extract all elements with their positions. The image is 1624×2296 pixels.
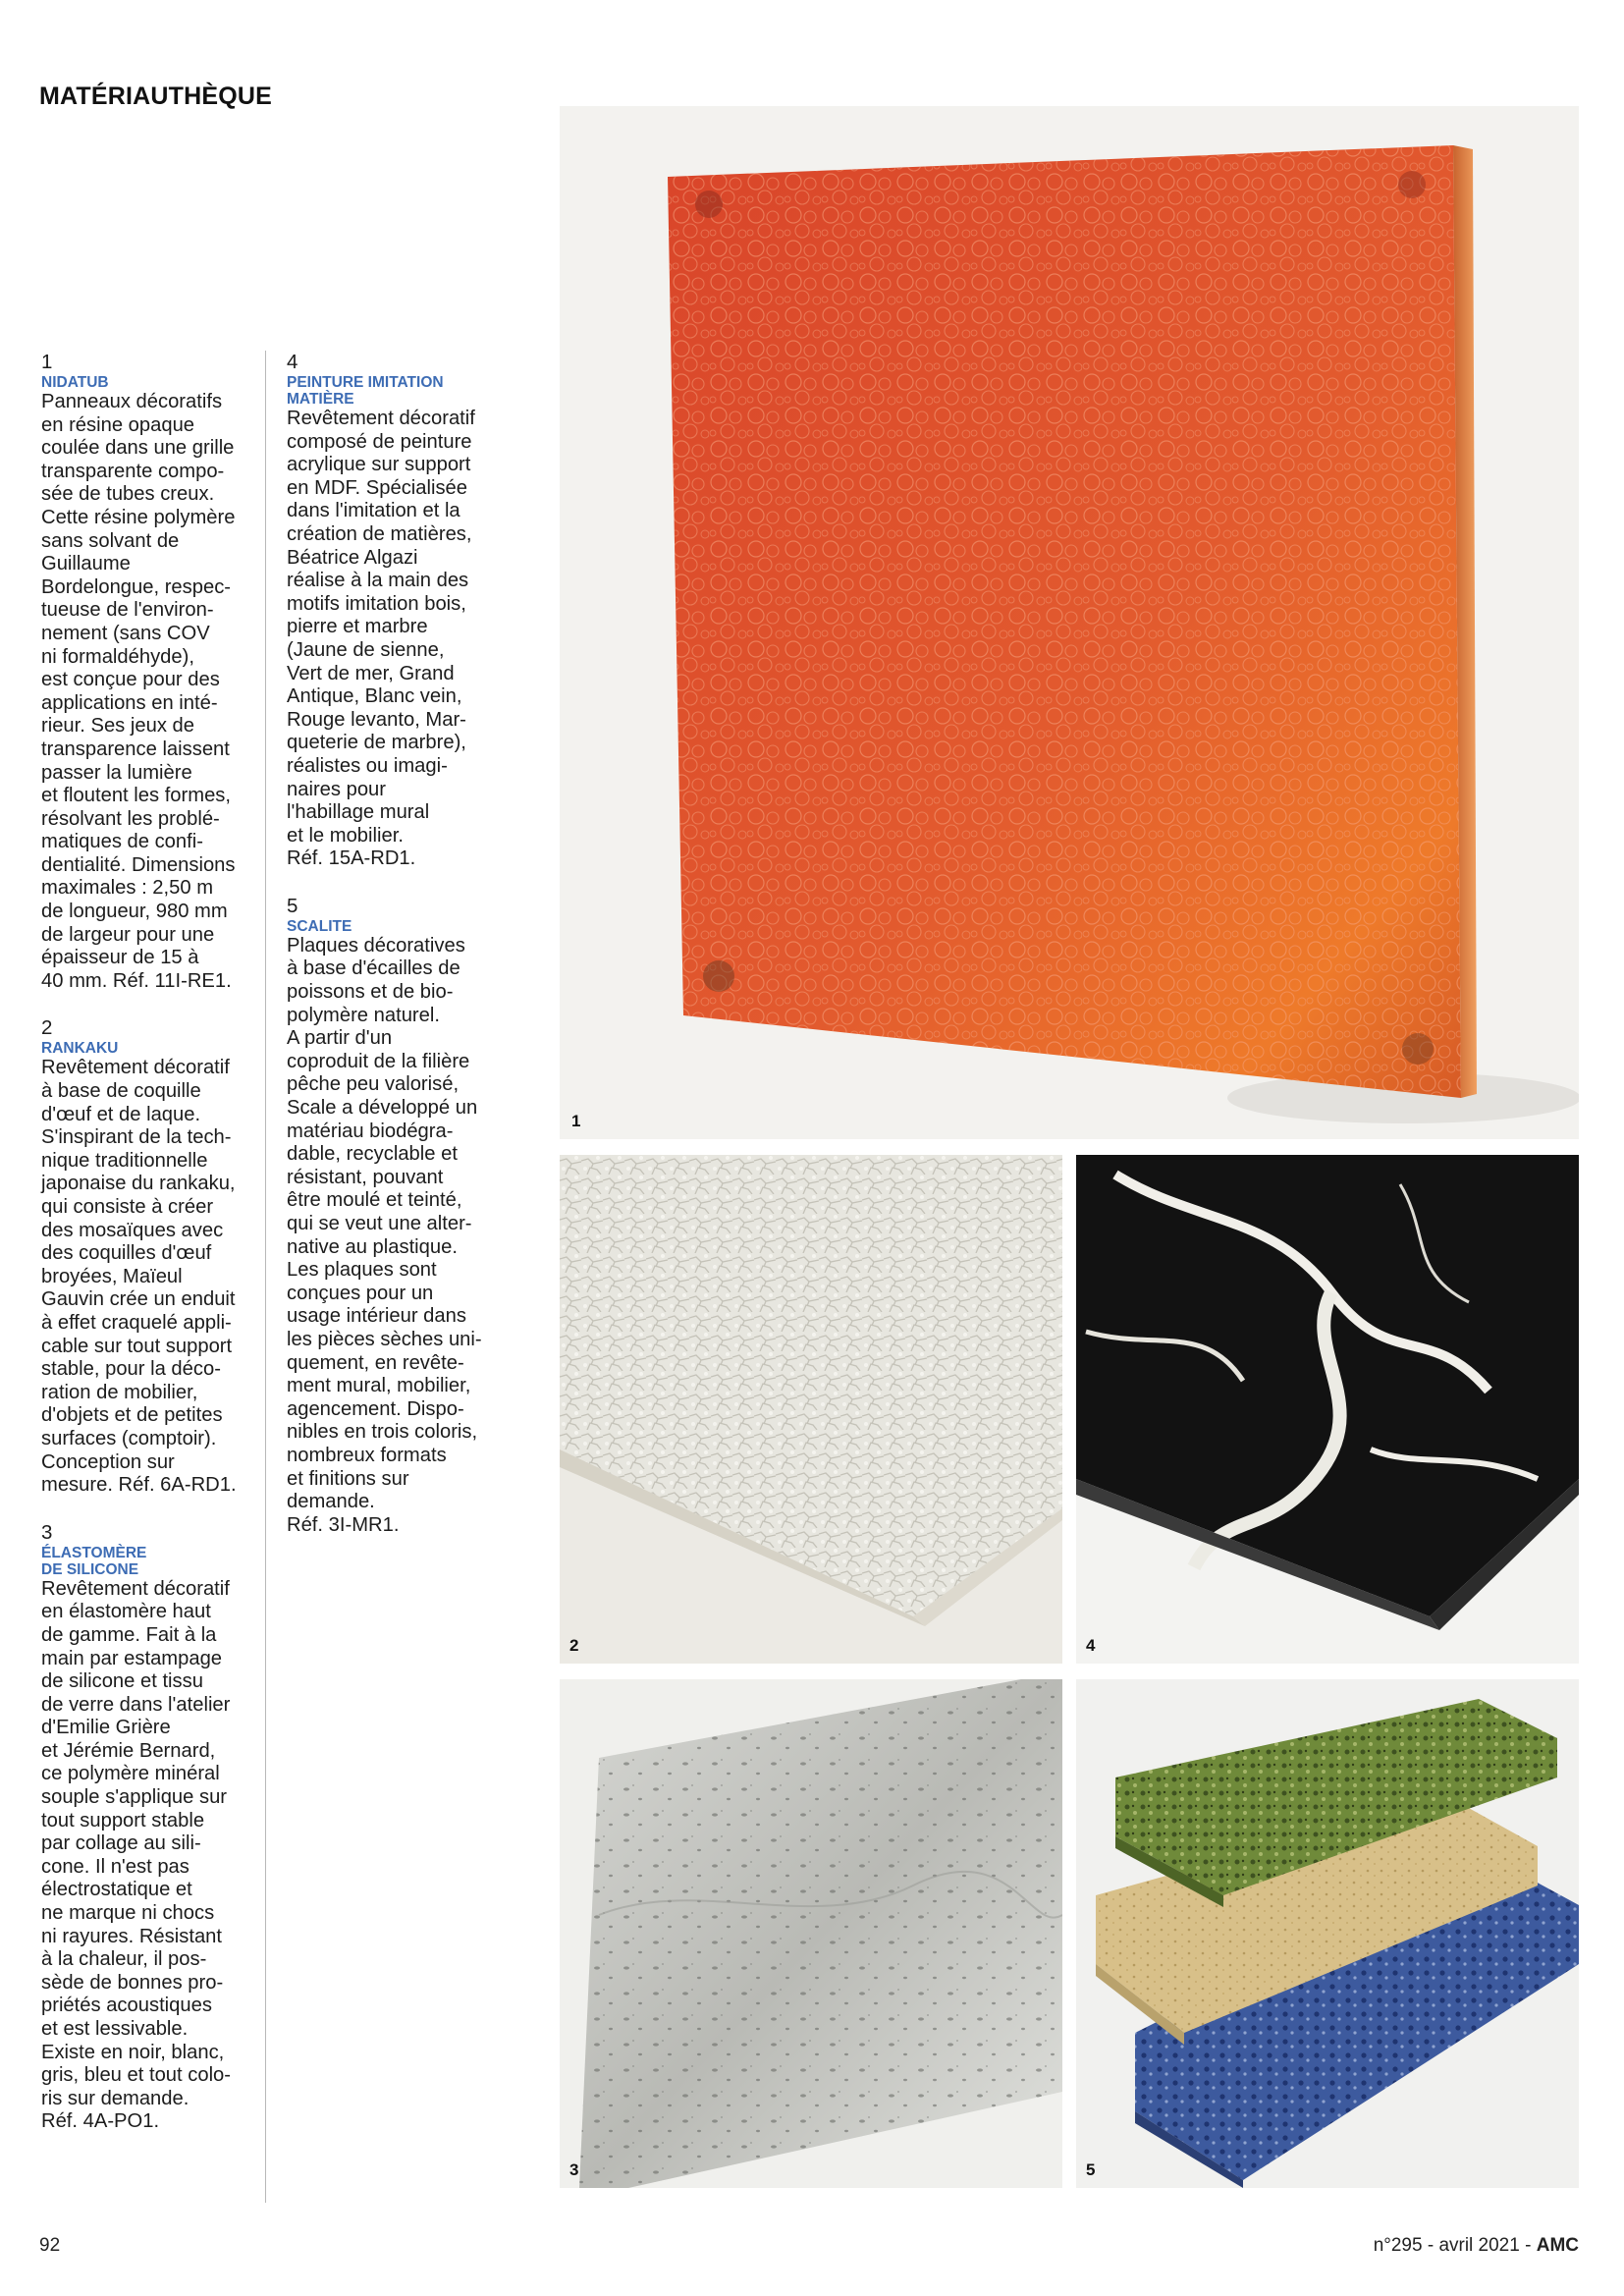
photo-silicone-sheet xyxy=(560,1679,1062,2188)
photo-black-marble-panel xyxy=(1076,1155,1579,1664)
text-column-left xyxy=(41,351,261,2158)
entry-title: RANKAKU xyxy=(41,1040,119,1058)
text-column-right xyxy=(287,351,514,1560)
entry-number: 5 xyxy=(287,894,298,917)
entry-peinture xyxy=(287,351,514,871)
photo-caption: 1 xyxy=(571,1112,581,1130)
section-title: MATÉRIAUTHÈQUE xyxy=(39,82,273,110)
scalite-plates-icon xyxy=(1076,1679,1579,2188)
entry-number: 3 xyxy=(41,1520,53,1544)
photo-orange-resin-panel xyxy=(560,106,1579,1139)
photo-caption: 5 xyxy=(1086,2160,1096,2179)
photo-caption: 2 xyxy=(569,1636,579,1655)
entry-body: Panneaux décoratifs en résine opaque coulée dans une grille transparente compo- sée de tubes creux. Cette résine polymère sans solvant de Guillaume Bordelongue, respec- tueuse de l'environ- nement (sans COV ni formaldéhyde), est conçue pour des applications en inté- rieur. Ses jeux de transparence laissent passer la lumière et floutent les formes, résolvant les problé- matiques de confi- dentialité. Dimensions maximales : 2,50 m de longueur, 980 mm de largeur pour une épaisseur de 15 à 40 mm. Réf. 11I-RE1. xyxy=(41,391,236,992)
page-number: 92 xyxy=(39,2235,61,2256)
entry-scalite xyxy=(287,895,514,1537)
photo-caption: 3 xyxy=(569,2160,579,2179)
brand-name: AMC xyxy=(1536,2235,1579,2256)
photo-caption: 4 xyxy=(1086,1636,1096,1655)
photo-scalite-plates xyxy=(1076,1679,1579,2188)
entry-title: ÉLASTOMÈRE DE SILICONE xyxy=(41,1544,147,1578)
entry-title: SCALITE xyxy=(287,917,352,935)
orange-resin-panel-icon xyxy=(560,106,1579,1139)
issue-info: n°295 - avril 2021 - xyxy=(1373,2235,1537,2256)
entry-title: PEINTURE IMITATION MATIÈRE xyxy=(287,374,444,408)
entry-number: 1 xyxy=(41,351,53,373)
black-marble-panel-icon xyxy=(1076,1155,1579,1664)
entry-elastomere xyxy=(41,1521,261,2134)
entry-rankaku xyxy=(41,1016,261,1497)
issue-line xyxy=(1374,2235,1579,2257)
entry-number: 2 xyxy=(41,1016,53,1040)
entry-body: Revêtement décoratif en élastomère haut de gamme. Fait à la main par estampage de silicone et tissu de verre dans l'atelier d'Emilie Grière et Jérémie Bernard, ce polymère minéral souple s'applique sur tout support stable par collage au sili- cone. Il n'est pas électrostatique et ne marque ni chocs ni rayures. Résistant à la chaleur, il pos- sède de bonnes pro- priétés acoustiques et est lessivable. Existe en noir, blanc, gris, bleu et tout colo- ris sur demande. Réf. 4A-PO1. xyxy=(41,1577,232,2133)
entry-title: NIDATUB xyxy=(41,374,109,391)
column-divider xyxy=(265,351,266,2203)
entry-body: Revêtement décoratif à base de coquille d'œuf et de laque. S'inspirant de la tech- nique traditionnelle japonaise du rankaku, qui consiste à créer des mosaïques avec des coquilles d'œuf broyées, Maïeul Gauvin crée un enduit à effet craquelé appli- cable sur tout support stable, pour la déco- ration de mobilier, d'objets et de petites surfaces (comptoir). Conception sur mesure. Réf. 6A-RD1. xyxy=(41,1057,237,1497)
entry-body: Plaques décoratives à base d'écailles de poissons et de bio- polymère naturel. A partir d'un coproduit de la filière pêche peu valorisé, Scale a développé un matériau biodégra- dable, recyclable et résistant, pouvant être moulé et teinté, qui se veut une alter- native au plastique. Les plaques sont conçues pour un usage intérieur dans les pièces sèches uni- quement, en revête- ment mural, mobilier, agencement. Dispo- nibles en trois coloris, nombreux formats et finitions sur demande. Réf. 3I-MR1. xyxy=(287,934,482,1536)
photo-white-crackle-panel xyxy=(560,1155,1062,1664)
entry-nidatub xyxy=(41,351,261,993)
silicone-sheet-icon xyxy=(560,1679,1062,2188)
entry-number: 4 xyxy=(287,351,298,373)
entry-body: Revêtement décoratif composé de peinture acrylique sur support en MDF. Spécialisée dans l'imitation et la création de matières, Béatrice Algazi réalise à la main des motifs imitation bois, pierre et marbre (Jaune de sienne, Vert de mer, Grand Antique, Blanc vein, Rouge levanto, Mar- queterie de marbre), réalistes ou imagi- naires pour l'habillage mural et le mobilier. Réf. 15A-RD1. xyxy=(287,408,475,870)
white-crackle-panel-icon xyxy=(560,1155,1062,1664)
